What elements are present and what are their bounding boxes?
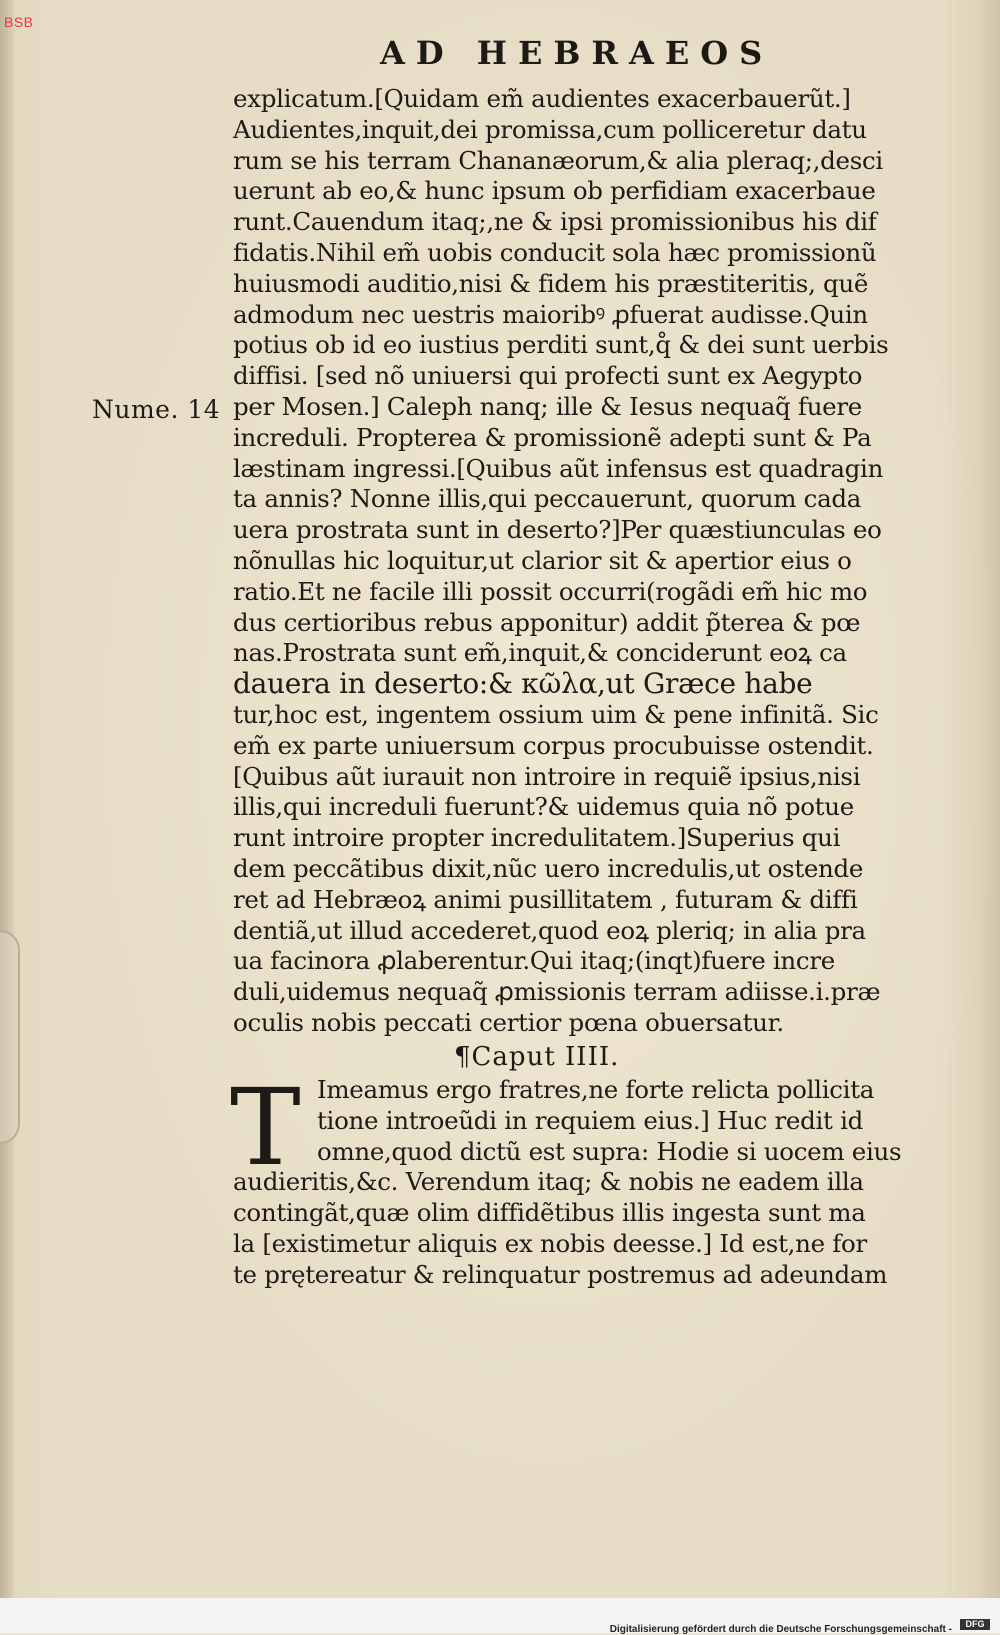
text-line: admodum nec uestris maioribꝰ ꝓfuerat audisse.Quin [233, 299, 868, 329]
text-line: rum se his terram Chananæorum,& alia pleraq;,desci [233, 145, 883, 175]
chapter-text-line: la [existimetur aliquis ex nobis deesse.] Id est,ne for [233, 1228, 867, 1258]
chapter-text-line: audieritis,&c. Verendum itaq; & nobis ne eadem illa [233, 1167, 864, 1197]
text-line: nas.Prostrata sunt em̃,inquit,& conciderunt eoꝝ ca [233, 638, 847, 668]
text-line: fidatis.Nihil em̃ uobis conducit sola hæc promissionũ [233, 237, 877, 267]
text-line: Audientes,inquit,dei promissa,cum polliceretur datu [233, 114, 867, 144]
text-line: ratio.Et ne facile illi possit occurri(rogãdi em̃ hic mo [233, 576, 868, 606]
text-line: huiusmodi auditio,nisi & fidem his præstiteritis, quẽ [233, 268, 869, 298]
text-line: increduli. Propterea & promissionẽ adepti sunt & Pa [233, 422, 872, 452]
text-line: em̃ ex parte uniuersum corpus procubuisse ostendit. [233, 730, 874, 760]
text-line: oculis nobis peccati certior pœna obuersatur. [233, 1007, 784, 1037]
text-line: ta annis? Nonne illis,qui peccauerunt, quorum cada [233, 484, 862, 514]
body-text-block [233, 84, 898, 1039]
chapter-text-line: omne,quod dictũ est supra: Hodie si uocem eius [317, 1136, 902, 1166]
page-gutter-edge [0, 0, 14, 1600]
text-line: uera prostrata sunt in deserto?]Per quæstiunculas eo [233, 515, 882, 545]
text-line: dauera in deserto:& κῶλα,ut Græce habe [233, 667, 813, 701]
text-line: diffisi. [sed nõ uniuersi qui profecti sunt ex Aegypto [233, 361, 863, 391]
text-line: [Quibus aũt iurauit non introire in requiẽ ipsius,nisi [233, 761, 861, 791]
chapter-heading: ¶Caput IIII. [454, 1042, 620, 1072]
chapter-text-line: Imeamus ergo fratres,ne forte relicta pollicita [317, 1075, 875, 1104]
text-line: explicatum.[Quidam em̃ audientes exacerbauerũt.] [233, 84, 851, 113]
chapter-text-line: contingãt,quæ olim diffidẽtibus illis ingesta sunt ma [233, 1198, 866, 1228]
library-watermark: BSB [4, 14, 34, 30]
text-line: ua facinora ꝓlaberentur.Qui itaq;(inqt)fuere incre [233, 946, 835, 976]
funding-credit-text: Digitalisierung gefördert durch die Deutsche Forschungsgemeinschaft - [609, 1624, 952, 1635]
margin-note: Nume. 14 [92, 395, 221, 424]
drop-cap-initial: T [230, 1066, 301, 1189]
text-line: duli,uidemus nequaq̃ ꝓmissionis terram adiisse.i.præ [233, 977, 881, 1007]
text-line: dus certioribus rebus apponitur) addit p̃terea & pœ [233, 607, 861, 637]
chapter-text-block [233, 1075, 902, 1291]
chapter-text-line: te prętereatur & relinquatur postremus ad adeundam [233, 1259, 888, 1289]
text-line: dentiã,ut illud accederet,quod eoꝝ pleriq; in alia pra [233, 915, 866, 945]
text-line: runt introire propter incredulitatem.]Superius qui [233, 823, 841, 853]
text-line: dem peccãtibus dixit,nũc uero incredulis,ut ostende [233, 853, 864, 883]
text-line: ret ad Hebræoꝝ animi pusillitatem , futuram & diffi [233, 884, 858, 914]
text-line: læstinam ingressi.[Quibus aũt infensus est quadragin [233, 453, 884, 483]
text-line: runt.Cauendum itaq;,ne & ipsi promissionibus his dif [233, 207, 877, 237]
text-line: per Mosen.] Caleph nanq; ille & Iesus nequaq̃ fuere [233, 391, 862, 421]
text-line: uerunt ab eo,& hunc ipsum ob perfidiam exacerbaue [233, 176, 876, 206]
text-line: illis,qui increduli fuerunt?& uidemus quia nõ potue [233, 792, 854, 822]
text-line: nõnullas hic loquitur,ut clarior sit & apertior eius o [233, 545, 852, 575]
running-head: AD HEBRAEOS [380, 34, 774, 72]
text-line: tur,hoc est, ingentem ossium uim & pene infinitã. Sic [233, 699, 879, 729]
binding-tab-outline [0, 930, 20, 1144]
text-line: potius ob id eo iustius perditi sunt,q̊ & dei sunt uerbis [233, 330, 889, 360]
dfg-logo: DFG [960, 1619, 990, 1630]
chapter-text-line: tione introeũdi in requiem eius.] Huc redit id [317, 1105, 863, 1135]
